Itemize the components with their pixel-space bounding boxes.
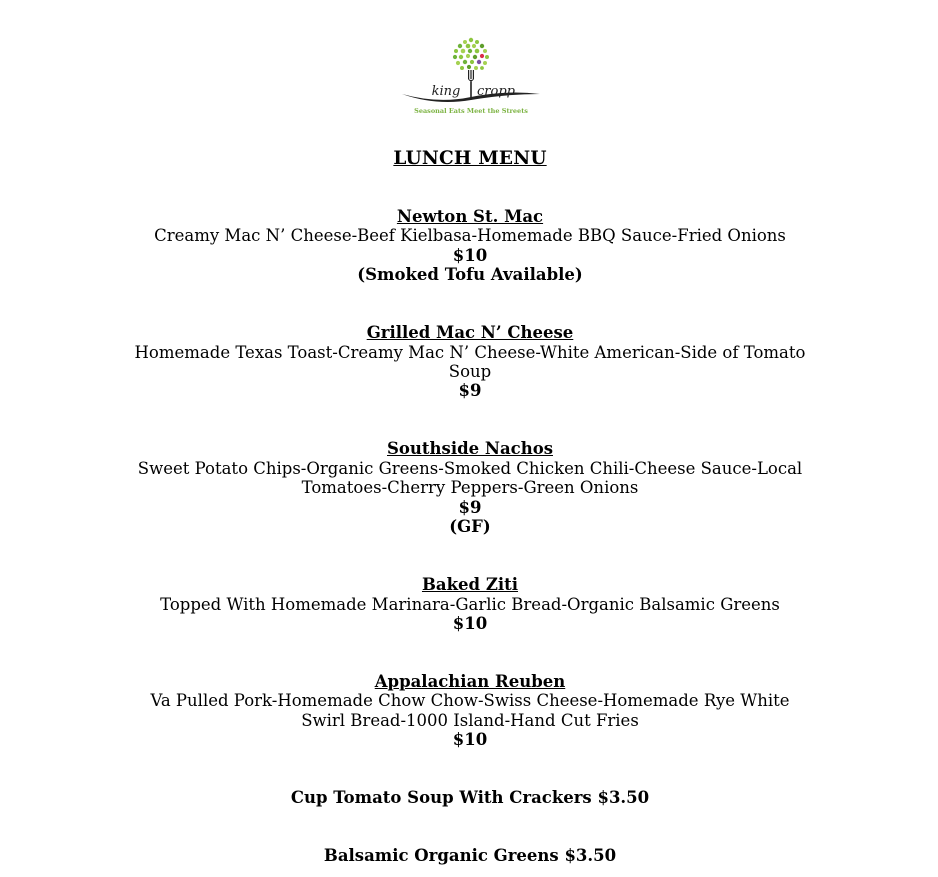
brand-name-left: king — [431, 84, 461, 99]
menu-item-price: $10 — [452, 246, 488, 265]
menu-item-price: $10 — [452, 730, 488, 749]
menu-item-description: Sweet Potato Chips-Organic Greens-Smoked Chicken Chili-Cheese Sauce-Local — [137, 459, 803, 478]
side-item: Balsamic Organic Greens $3.50 — [323, 846, 617, 865]
side-item: Cup Tomato Soup With Crackers $3.50 — [290, 788, 650, 807]
brand-name-right: cropp — [477, 84, 515, 99]
fork-icon — [468, 70, 474, 100]
logo-tagline: Seasonal Eats Meet the Streets — [414, 107, 528, 115]
menu-item-note: (Smoked Tofu Available) — [357, 265, 583, 284]
menu-item-price: $9 — [458, 381, 482, 400]
menu-item-price: $10 — [452, 614, 488, 633]
menu-item-note: (GF) — [449, 517, 491, 536]
menu-title: LUNCH MENU — [393, 148, 547, 169]
menu-item-name: Southside Nachos — [387, 439, 553, 458]
menu-item-description: Soup — [448, 362, 492, 381]
menu-item-description: Topped With Homemade Marinara-Garlic Bread-Organic Balsamic Greens — [160, 595, 780, 614]
menu-item-name: Appalachian Reuben — [374, 672, 566, 691]
tree-canopy-icon — [453, 38, 489, 70]
menu-item-name: Baked Ziti — [421, 575, 519, 594]
menu-item-description: Va Pulled Pork-Homemade Chow Chow-Swiss Cheese-Homemade Rye White — [150, 691, 790, 710]
menu-item-name: Grilled Mac N’ Cheese — [366, 323, 574, 342]
menu-item-description: Creamy Mac N’ Cheese-Beef Kielbasa-Homemade BBQ Sauce-Fried Onions — [154, 226, 786, 245]
menu-item-description: Swirl Bread-1000 Island-Hand Cut Fries — [301, 711, 639, 730]
menu-item-description: Tomatoes-Cherry Peppers-Green Onions — [301, 478, 639, 497]
menu-item-name: Newton St. Mac — [396, 207, 544, 226]
menu-item-description: Homemade Texas Toast-Creamy Mac N’ Cheese-White American-Side of Tomato — [134, 343, 806, 362]
menu-item-price: $9 — [458, 498, 482, 517]
